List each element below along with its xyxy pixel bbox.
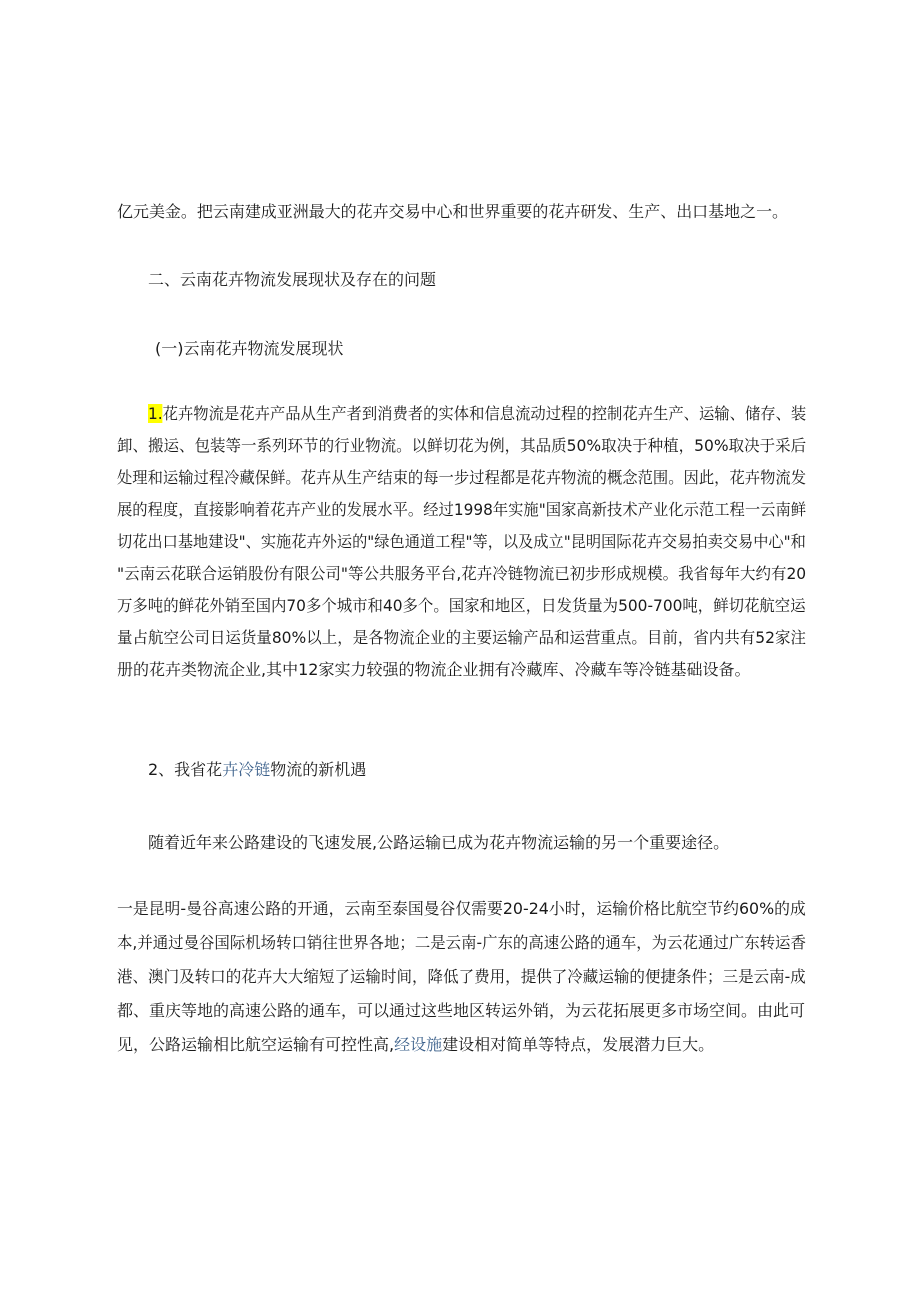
paragraph-line: 处理和运输过程冷藏保鲜。花卉从生产结束的每一步过程都是花卉物流的概念范围。因此，花卉物流发 — [117, 468, 807, 487]
paragraph-2: 随着近年来公路建设的飞速发展,公路运输已成为花卉物流运输的另一个重要途径。 — [148, 833, 730, 852]
paragraph-line: 本,并通过曼谷国际机场转口销往世界各地；二是云南-广东的高速公路的通车，为云花通过广东转运香 — [117, 933, 806, 952]
paragraph-line: 一是昆明-曼谷高速公路的开通，云南至泰国曼谷仅需要20-24小时，运输价格比航空节约60%的成 — [117, 899, 806, 918]
paragraph-line: "云南云花联合运销股份有限公司"等公共服务平台,花卉冷链物流已初步形成规模。我省每年大约有20 — [117, 564, 807, 583]
paragraph-line: 展的程度，直接影响着花卉产业的发展水平。经过1998年实施"国家高新技术产业化示范工程一云南鲜 — [117, 500, 807, 519]
section-heading: 二、云南花卉物流发展现状及存在的问题 — [148, 270, 437, 289]
paragraph-line: 册的花卉类物流企业,其中12家实力较强的物流企业拥有冷藏库、冷藏车等冷链基础设备。 — [117, 660, 751, 679]
paragraph-line: 港、澳门及转口的花卉大大缩短了运输时间，降低了费用，提供了冷藏运输的便捷条件；三是云南-成 — [117, 967, 806, 986]
paragraph-line: 切花出口基地建设"、实施花卉外运的"绿色通道工程"等，以及成立"昆明国际花卉交易拍卖交易中心"和 — [117, 532, 806, 551]
subsection-heading-2: 2、我省花卉冷链物流的新机遇 — [148, 760, 367, 779]
paragraph-line: 量占航空公司日运货量80%以上，是各物流企业的主要运输产品和运营重点。目前，省内共有52家注 — [117, 628, 806, 647]
paragraph-line: 卸、搬运、包装等一系列环节的行业物流。以鲜切花为例，其品质50%取决于种植，50%取决于采后 — [117, 436, 807, 455]
item-number: 1. — [148, 404, 163, 423]
paragraph-line: 万多吨的鲜花外销至国内70多个城市和40多个。国家和地区，日发货量为500-700吨，鲜切花航空运 — [117, 596, 806, 615]
paragraph-line: 都、重庆等地的高速公路的通车，可以通过这些地区转运外销，为云花拓展更多市场空间。由此可 — [117, 1001, 806, 1020]
paragraph-line: 见，公路运输相比航空运输有可控性高,经设施建设相对简单等特点，发展潜力巨大。 — [117, 1035, 715, 1054]
subsection-heading: (一)云南花卉物流发展现状 — [155, 339, 344, 358]
paragraph-line: 1.花卉物流是花卉产品从生产者到消费者的实体和信息流动过程的控制花卉生产、运输、储存、装 — [148, 404, 807, 423]
paragraph-continuation: 亿元美金。把云南建成亚洲最大的花卉交易中心和世界重要的花卉研发、生产、出口基地之一。 — [117, 202, 789, 221]
